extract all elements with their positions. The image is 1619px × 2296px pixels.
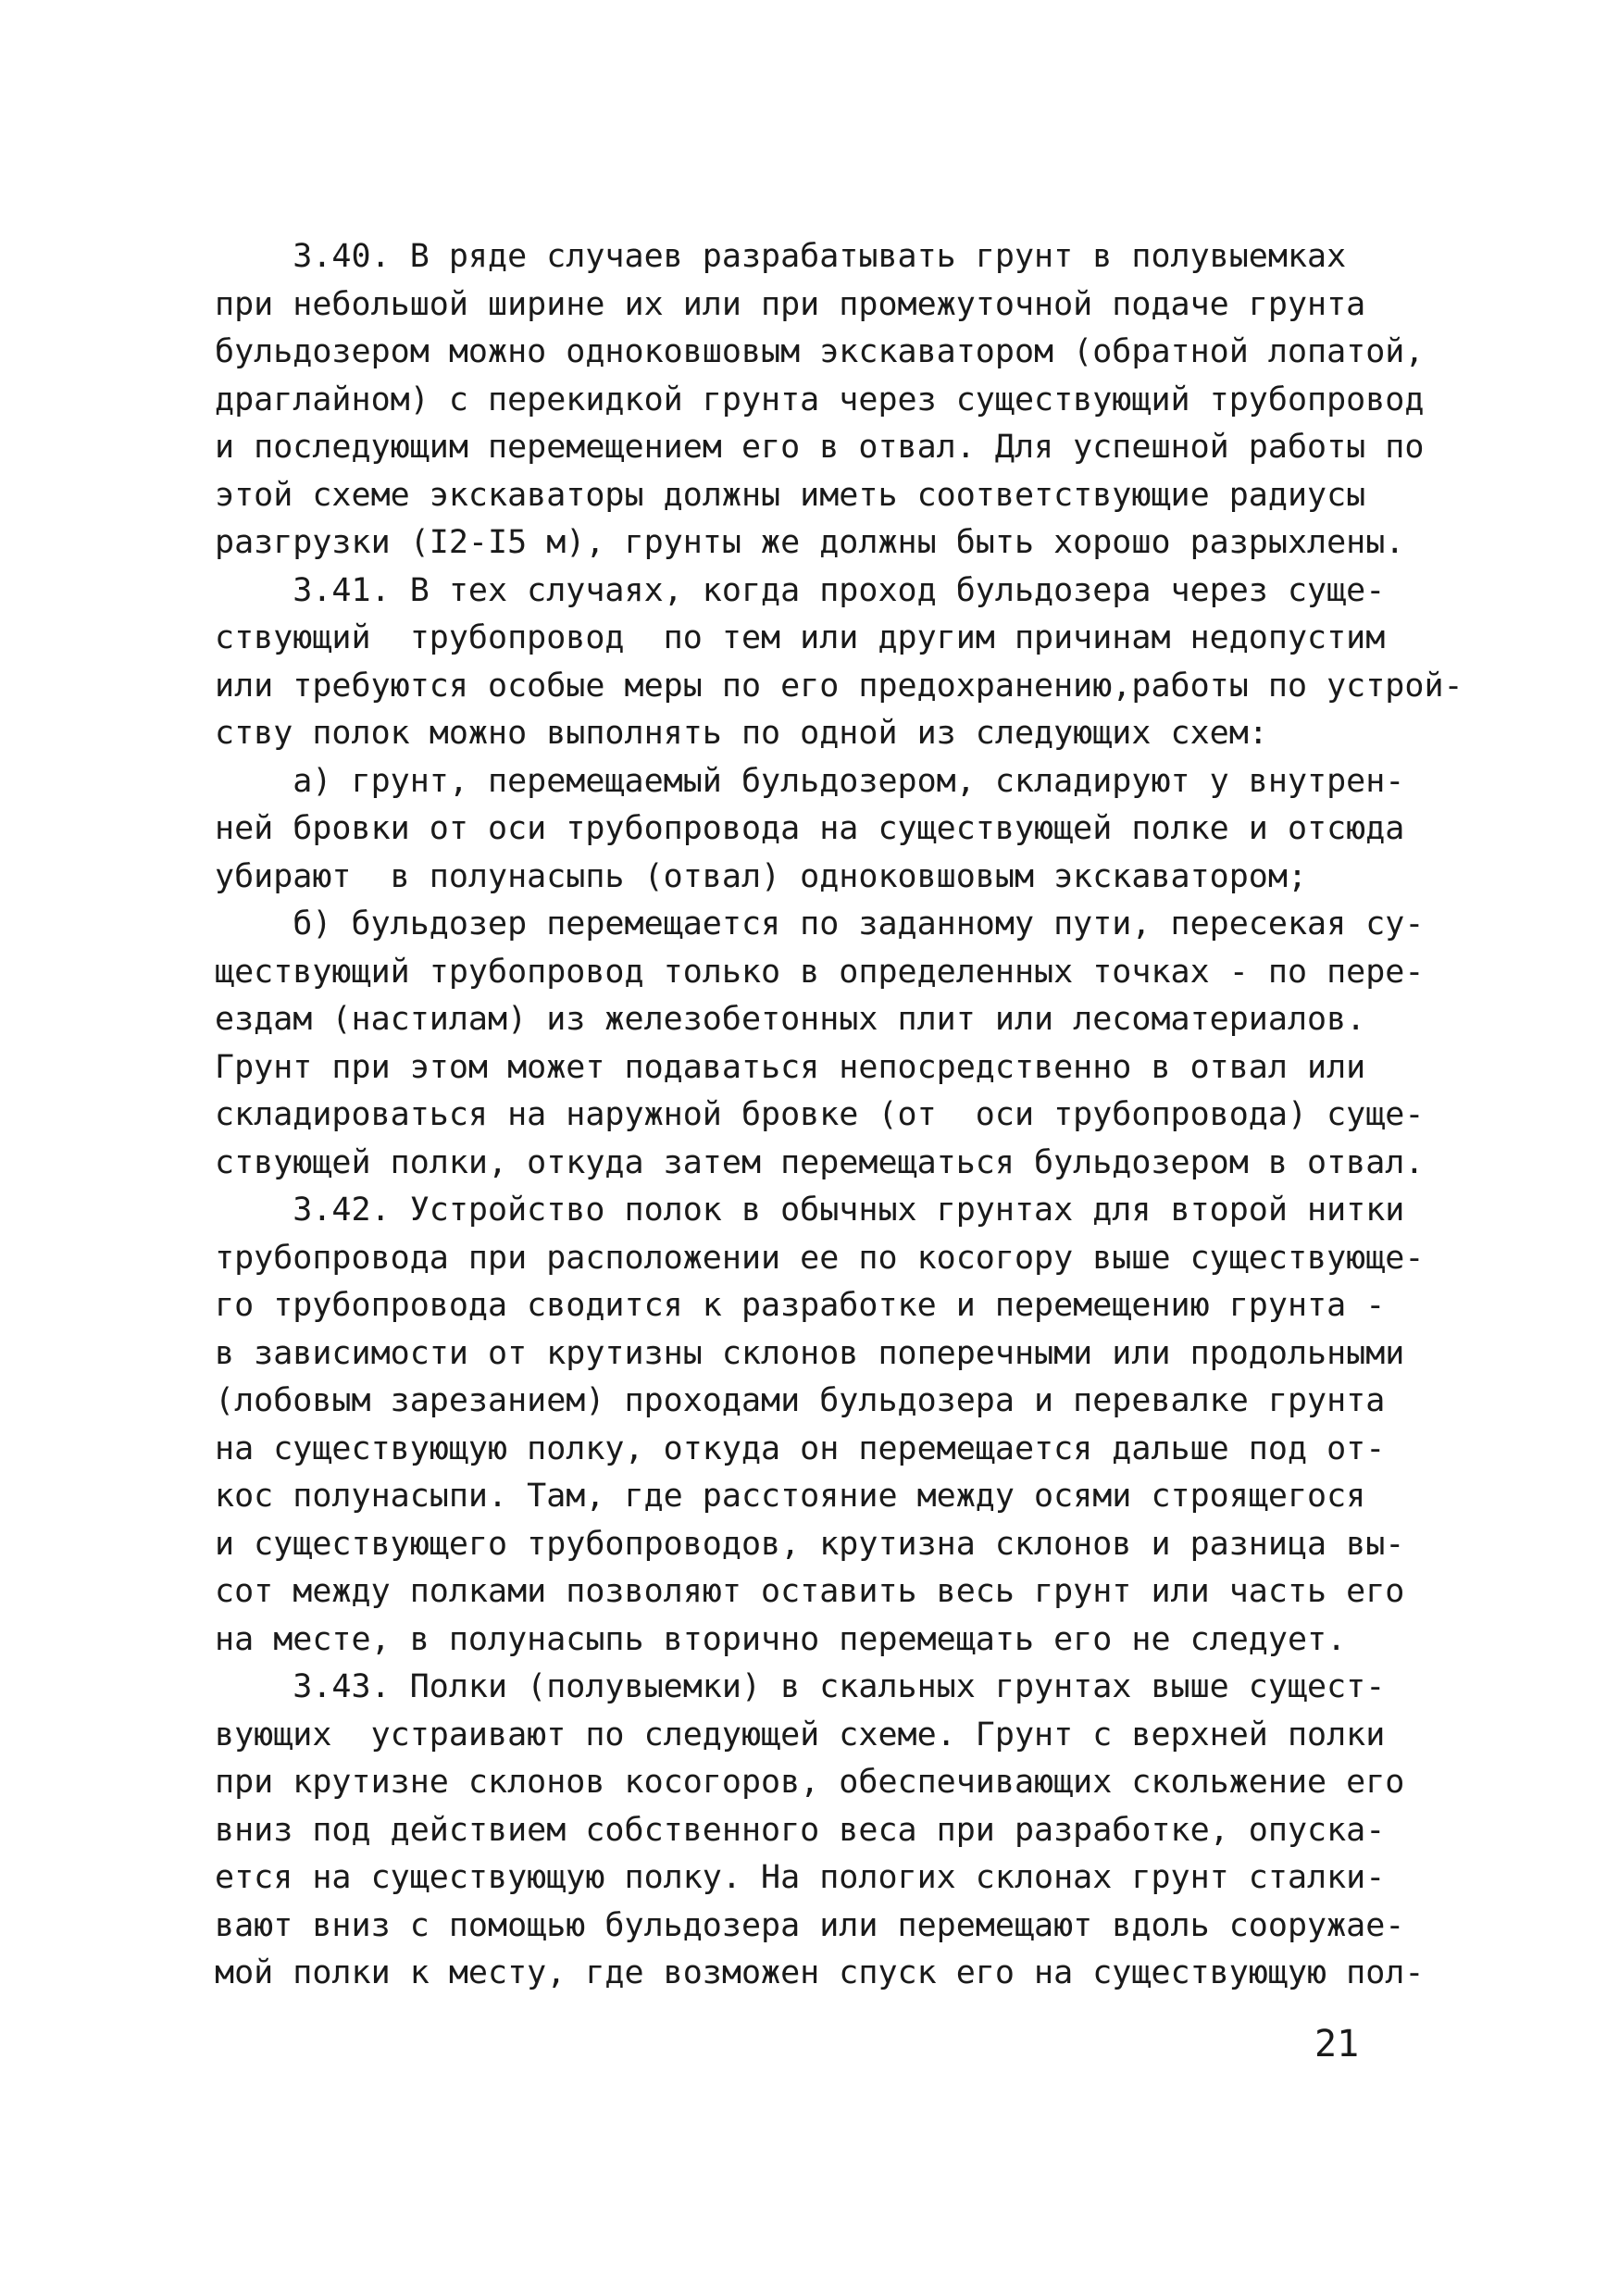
text-line: убирают в полунасыпь (отвал) одноковшовым экскаватором;	[215, 857, 1308, 895]
text-line: разгрузки (I2-I5 м), грунты же должны быть хорошо разрыхлены.	[215, 524, 1405, 561]
text-line: вующих устраивают по следующей схеме. Грунт с верхней полки	[215, 1716, 1386, 1753]
text-line: 3.40. В ряде случаев разрабатывать грунт в полувыемках	[215, 238, 1347, 275]
text-line: Грунт при этом может подаваться непосредственно в отвал или	[215, 1048, 1366, 1086]
text-line: складироваться на наружной бровке (от оси трубопровода) суще-	[215, 1096, 1425, 1133]
text-line: в зависимости от крутизны склонов поперечными или продольными	[215, 1334, 1405, 1372]
text-line: на месте, в полунасыпь вторично перемещать его не следует.	[215, 1620, 1347, 1658]
text-line: вают вниз с помощью бульдозера или перемещают вдоль сооружае-	[215, 1906, 1405, 1944]
page-number: 21	[1314, 2023, 1360, 2065]
text-line: мой полки к месту, где возможен спуск его на существующую пол-	[215, 1954, 1425, 1991]
text-line: а) грунт, перемещаемый бульдозером, складируют у внутрен-	[215, 762, 1405, 800]
text-line: сот между полками позволяют оставить весь грунт или часть его	[215, 1573, 1405, 1610]
text-line: этой схеме экскаваторы должны иметь соответствующие радиусы	[215, 476, 1366, 514]
text-line: и существующего трубопроводов, крутизна склонов и разница вы-	[215, 1525, 1405, 1563]
text-line: ствующей полки, откуда затем перемещаться бульдозером в отвал.	[215, 1143, 1425, 1181]
text-line: (лобовым зарезанием) проходами бульдозера и перевалке грунта	[215, 1382, 1386, 1419]
text-line: б) бульдозер перемещается по заданному пути, пересекая су-	[215, 905, 1425, 942]
text-line: или требуются особые меры по его предохранению,работы по устрой-	[215, 667, 1463, 705]
text-line: при небольшой ширине их или при промежуточной подаче грунта	[215, 285, 1366, 323]
text-line: кос полунасыпи. Там, где расстояние между осями строящегося	[215, 1478, 1366, 1515]
text-line: 3.42. Устройство полок в обычных грунтах для второй нитки	[215, 1192, 1405, 1229]
text-line: ствующий трубопровод по тем или другим причинам недопустим	[215, 619, 1386, 656]
text-line: вниз под действием собственного веса при разработке, опуска-	[215, 1811, 1386, 1849]
text-line: при крутизне склонов косогоров, обеспечивающих скольжение его	[215, 1764, 1405, 1801]
text-line: и последующим перемещением его в отвал. Для успешной работы по	[215, 429, 1425, 466]
text-line: ездам (настилам) из железобетонных плит или лесоматериалов.	[215, 1001, 1366, 1038]
text-line: трубопровода при расположении ее по косогору выше существующе-	[215, 1239, 1425, 1277]
text-line: на существующую полку, откуда он перемещается дальше под от-	[215, 1429, 1386, 1467]
text-line: 3.43. Полки (полувыемки) в скальных грунтах выше сущест-	[215, 1668, 1386, 1705]
text-line: бульдозером можно одноковшовым экскаватором (обратной лопатой,	[215, 333, 1425, 370]
text-line: ней бровки от оси трубопровода на существующей полке и отсюда	[215, 810, 1405, 847]
text-line: 3.41. В тех случаях, когда проход бульдозера через суще-	[215, 571, 1386, 609]
text-line: ществующий трубопровод только в определенных точках - по пере-	[215, 953, 1425, 991]
text-line: го трубопровода сводится к разработке и перемещению грунта -	[215, 1287, 1386, 1324]
text-line: ется на существующую полку. На пологих склонах грунт сталки-	[215, 1859, 1386, 1896]
body-text	[215, 233, 1463, 1998]
text-line: драглайном) с перекидкой грунта через существующий трубопровод	[215, 381, 1425, 418]
text-line: ству полок можно выполнять по одной из следующих схем:	[215, 715, 1268, 752]
